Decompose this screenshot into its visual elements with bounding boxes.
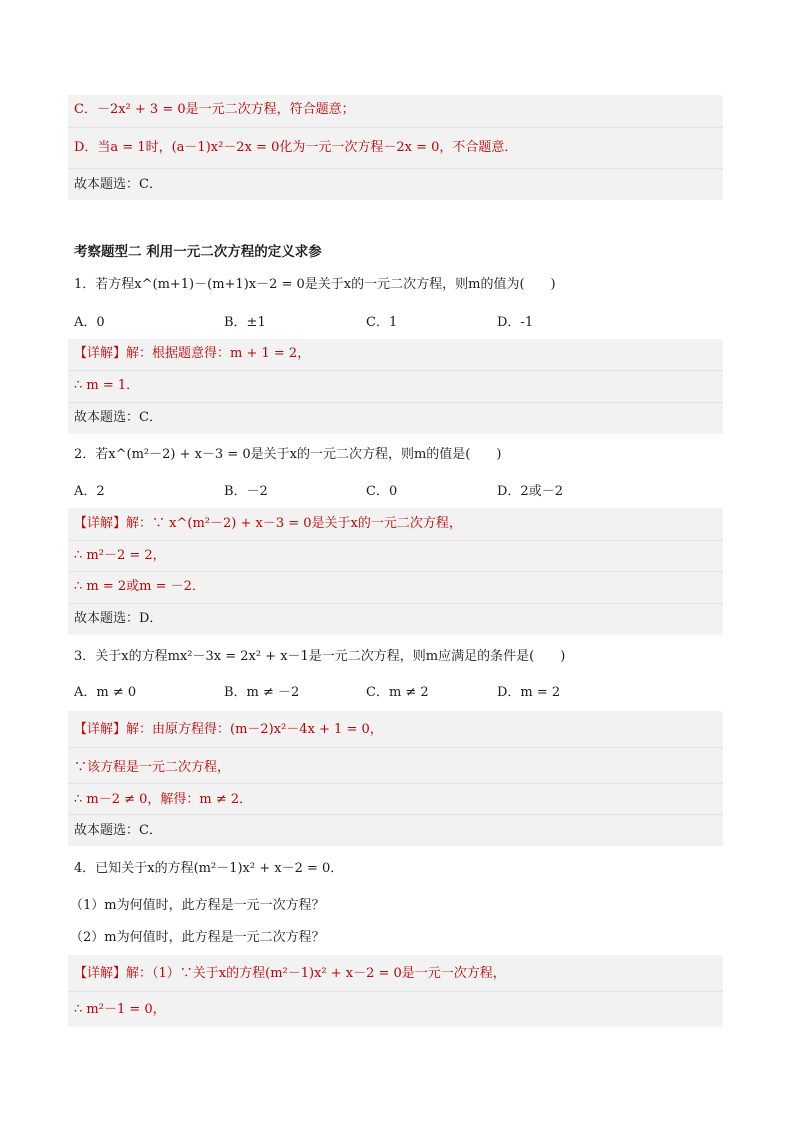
q2-option-d: D．2或－2	[497, 484, 563, 499]
divider	[68, 540, 723, 541]
q3-answer: 故本题选：C．	[74, 823, 162, 838]
q3-option-c: C．m ≠ 2	[366, 685, 429, 700]
divider	[68, 814, 723, 815]
q2-option-b: B．－2	[224, 484, 268, 499]
prev-answer: 故本题选：C．	[74, 177, 162, 192]
q1-sol1: 解：根据题意得：m + 1 = 2，	[126, 346, 311, 361]
q2-sol2: ∴ m²－2 = 2，	[74, 548, 166, 563]
q3-option-d: D．m = 2	[497, 685, 561, 700]
q3-stem: 3．关于x的方程mx²－3x = 2x² + x－1是一元二次方程，则m应满足的条件是( )	[74, 649, 566, 664]
q4-sol-tag: 【详解】	[74, 966, 127, 981]
q2-sol1: 解：∵ x^(m²－2) + x－3 = 0是关于x的一元二次方程，	[126, 516, 462, 531]
q2-option-c: C．0	[366, 484, 398, 499]
q1-sol-tag: 【详解】	[74, 346, 127, 361]
q2-sol-line1	[74, 514, 462, 534]
q1-sol-line1	[74, 344, 310, 364]
q1-option-d: D．-1	[497, 315, 534, 330]
q2-stem: 2．若x^(m²－2) + x－3 = 0是关于x的一元二次方程，则m的值是( )	[74, 447, 502, 462]
q1-sol2: ∴ m = 1．	[74, 378, 140, 393]
q1-option-b: B．±1	[224, 315, 266, 330]
divider	[68, 747, 723, 748]
divider	[68, 402, 723, 403]
divider	[68, 991, 723, 992]
q2-sol3: ∴ m = 2或m = －2．	[74, 579, 205, 594]
prev-c-line: C．－2x² + 3 = 0是一元二次方程，符合题意；	[74, 102, 355, 117]
divider	[68, 168, 723, 169]
divider	[68, 603, 723, 604]
section-title: 考察题型二 利用一元二次方程的定义求参	[74, 244, 322, 260]
q3-option-a: A．m ≠ 0	[74, 685, 137, 700]
divider	[68, 370, 723, 371]
q4-part2: （2）m为何值时，此方程是一元二次方程？	[70, 930, 325, 945]
q1-option-c: C．1	[366, 315, 398, 330]
q3-sol-line1	[74, 720, 383, 740]
q3-sol-tag: 【详解】	[74, 722, 127, 737]
prev-d-line: D．当a = 1时，(a－1)x²－2x = 0化为一元一次方程－2x = 0，不合题意．	[74, 140, 518, 155]
q1-answer: 故本题选：C．	[74, 410, 162, 425]
divider	[68, 783, 723, 784]
divider	[68, 127, 723, 128]
q1-option-a: A．0	[74, 315, 105, 330]
q4-sol-line1	[74, 964, 506, 984]
q2-sol-tag: 【详解】	[74, 516, 127, 531]
q3-sol3: ∴ m－2 ≠ 0，解得：m ≠ 2．	[74, 792, 253, 807]
q4-part1: （1）m为何值时，此方程是一元一次方程？	[70, 898, 325, 913]
q4-sol1: 解：（1）∵关于x的方程(m²－1)x² + x－2 = 0是一元一次方程，	[126, 966, 506, 981]
q2-answer: 故本题选：D．	[74, 611, 163, 626]
q3-option-b: B．m ≠ －2	[224, 685, 300, 700]
q3-sol1: 解：由原方程得：(m－2)x²－4x + 1 = 0，	[126, 722, 383, 737]
q2-option-a: A．2	[74, 484, 105, 499]
q3-sol2: ∵该方程是一元二次方程，	[74, 760, 231, 775]
q4-stem: 4．已知关于x的方程(m²－1)x² + x－2 = 0．	[74, 861, 344, 876]
q1-stem: 1．若方程x^(m+1)－(m+1)x－2 = 0是关于x的一元二次方程，则m的值为( )	[74, 277, 556, 292]
q4-sol2: ∴ m²－1 = 0，	[74, 1002, 166, 1017]
divider	[68, 571, 723, 572]
